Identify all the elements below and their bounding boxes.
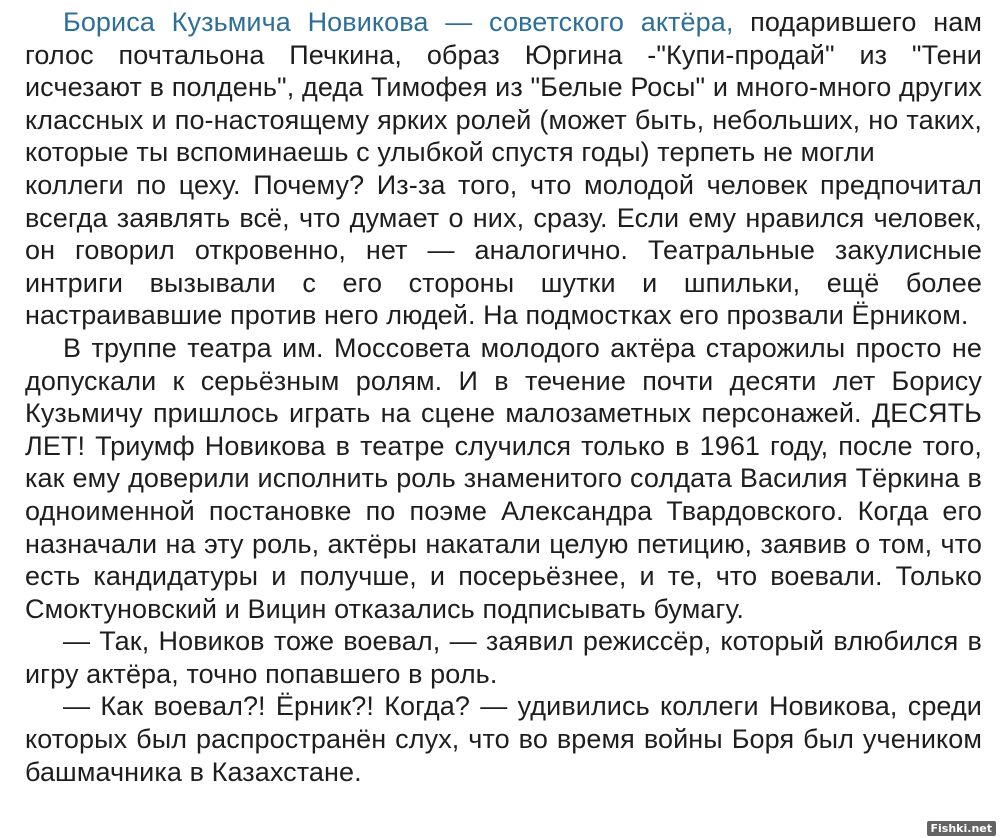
paragraph-4: — Так, Новиков тоже воевал, — заявил режиссёр, который влюбился в игру актёра, точно попавшего в роль. (25, 626, 982, 689)
article-text (25, 6, 982, 788)
site-watermark: Fishki.net (927, 821, 996, 836)
paragraph-1-text: подарившего нам голос почтальона Печкина, образ Юргина -"Купи-продай" из "Тени исчезают в полдень", деда Тимофея из "Белые Росы" и много-много других классных и по-настоящему ярких ролей (может быть, небольших, но таких, которые ты вспоминаешь с улыбкой спустя годы) терпеть не могли (25, 7, 982, 168)
actor-name-link[interactable]: Бориса Кузьмича Новикова — советского актёра, (63, 7, 734, 37)
paragraph-5: — Как воевал?! Ёрник?! Когда? — удивились коллеги Новикова, среди которых был распространён слух, что во время войны Боря был учеником башмачника в Казахстане. (25, 691, 982, 787)
paragraph-3: В труппе театра им. Моссовета молодого актёра старожилы просто не допускали к серьёзным ролям. И в течение почти десяти лет Борису Кузьмичу пришлось играть на сцене малозаметных персонажей. ДЕСЯТЬ ЛЕТ! Триумф Новикова в театре случился только в 1961 году, после того, как ему доверили исполнить роль знаменитого солдата Василия Тёркина в одноименной постановке по поэме Александра Твардовского. Когда его назначали на эту роль, актёры накатали целую петицию, заявив о том, что есть кандидатуры и получше, и посерьёзнее, и те, что воевали. Только Смоктуновский и Вицин отказались подписывать бумагу. (25, 332, 982, 624)
paragraph-1 (25, 6, 982, 169)
paragraph-2: коллеги по цеху. Почему? Из-за того, что молодой человек предпочитал всегда заявлять всё, что думает о них, сразу. Если ему нравился человек, он говорил откровенно, нет — аналогично. Театральные закулисные интриги вызывали с его стороны шутки и шпильки, ещё более настраивавшие против него людей. На подмостках его прозвали Ёрником. (25, 169, 982, 331)
